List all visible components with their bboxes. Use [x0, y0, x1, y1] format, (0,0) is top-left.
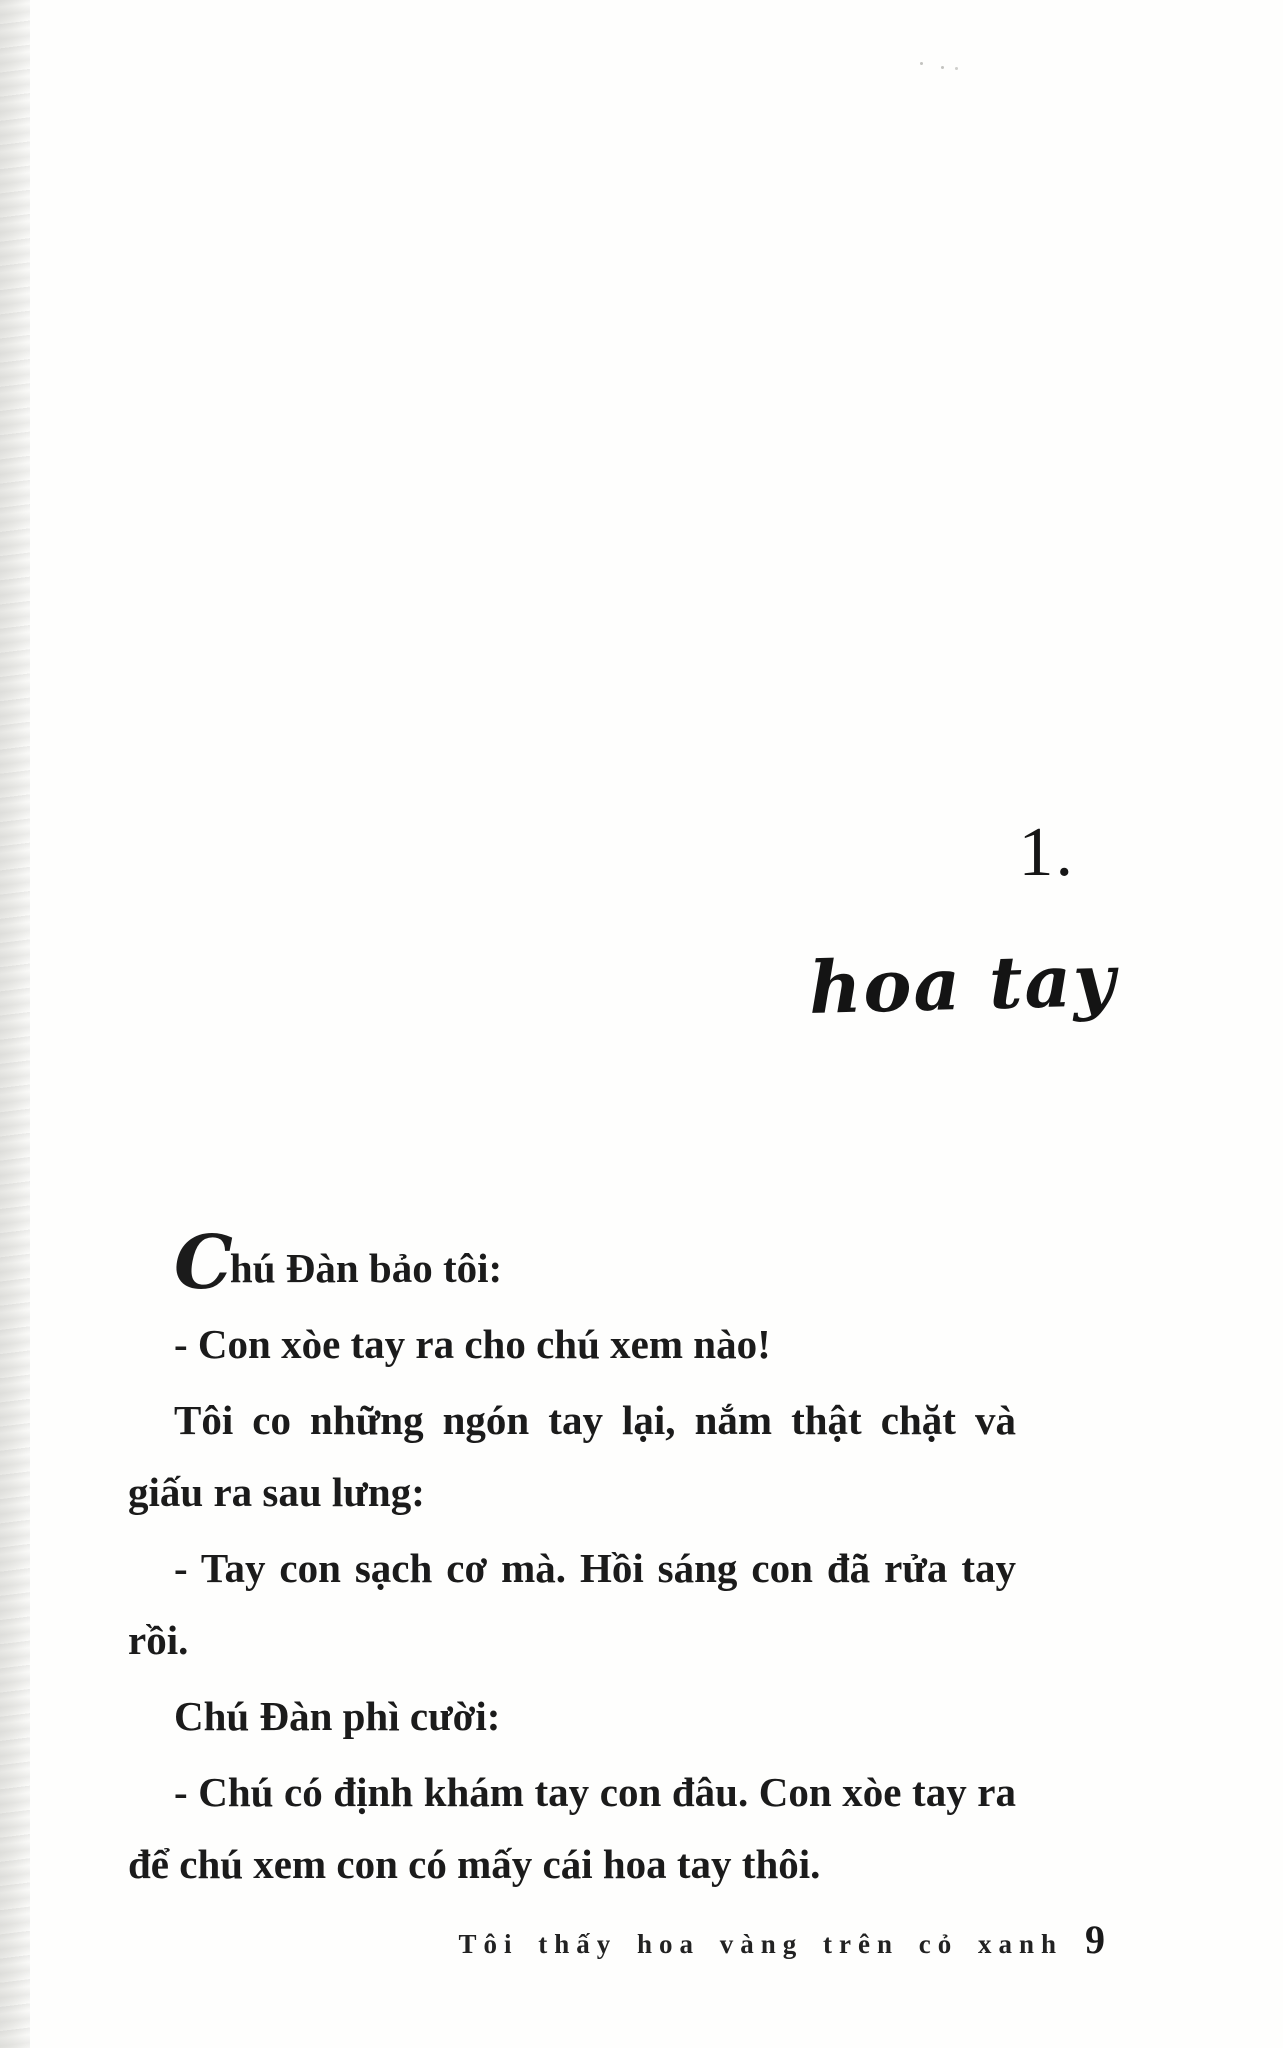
footer-page-number: 9: [1085, 1917, 1105, 1962]
chapter-body: [128, 1220, 1016, 1904]
running-footer: [458, 1916, 1105, 1963]
chapter-number: 1.: [1018, 814, 1075, 891]
paragraph-opening-text: hú Đàn bảo tôi:: [229, 1245, 503, 1291]
scan-speck: [941, 66, 944, 69]
initial-capital: C: [174, 1220, 230, 1306]
paragraph-dialogue: - Con xòe tay ra cho chú xem nào!: [174, 1321, 771, 1367]
binding-shadow: [0, 0, 30, 2048]
paragraph-narration: Chú Đàn phì cười:: [174, 1693, 501, 1739]
footer-book-title: Tôi thấy hoa vàng trên cỏ xanh: [458, 1929, 1063, 1959]
chapter-title: hoa tay: [808, 936, 1119, 1031]
scan-speck: [920, 62, 923, 65]
paragraph-narration: Tôi co những ngón tay lại, nắm thật chặt và giấu ra sau lưng:: [128, 1397, 1016, 1515]
paragraph-dialogue: - Tay con sạch cơ mà. Hồi sáng con đã rửa tay rồi.: [128, 1545, 1016, 1663]
paragraph-opening: [128, 1220, 1016, 1306]
paragraph-dialogue: - Chú có định khám tay con đâu. Con xòe tay ra để chú xem con có mấy cái hoa tay thôi.: [128, 1769, 1016, 1887]
